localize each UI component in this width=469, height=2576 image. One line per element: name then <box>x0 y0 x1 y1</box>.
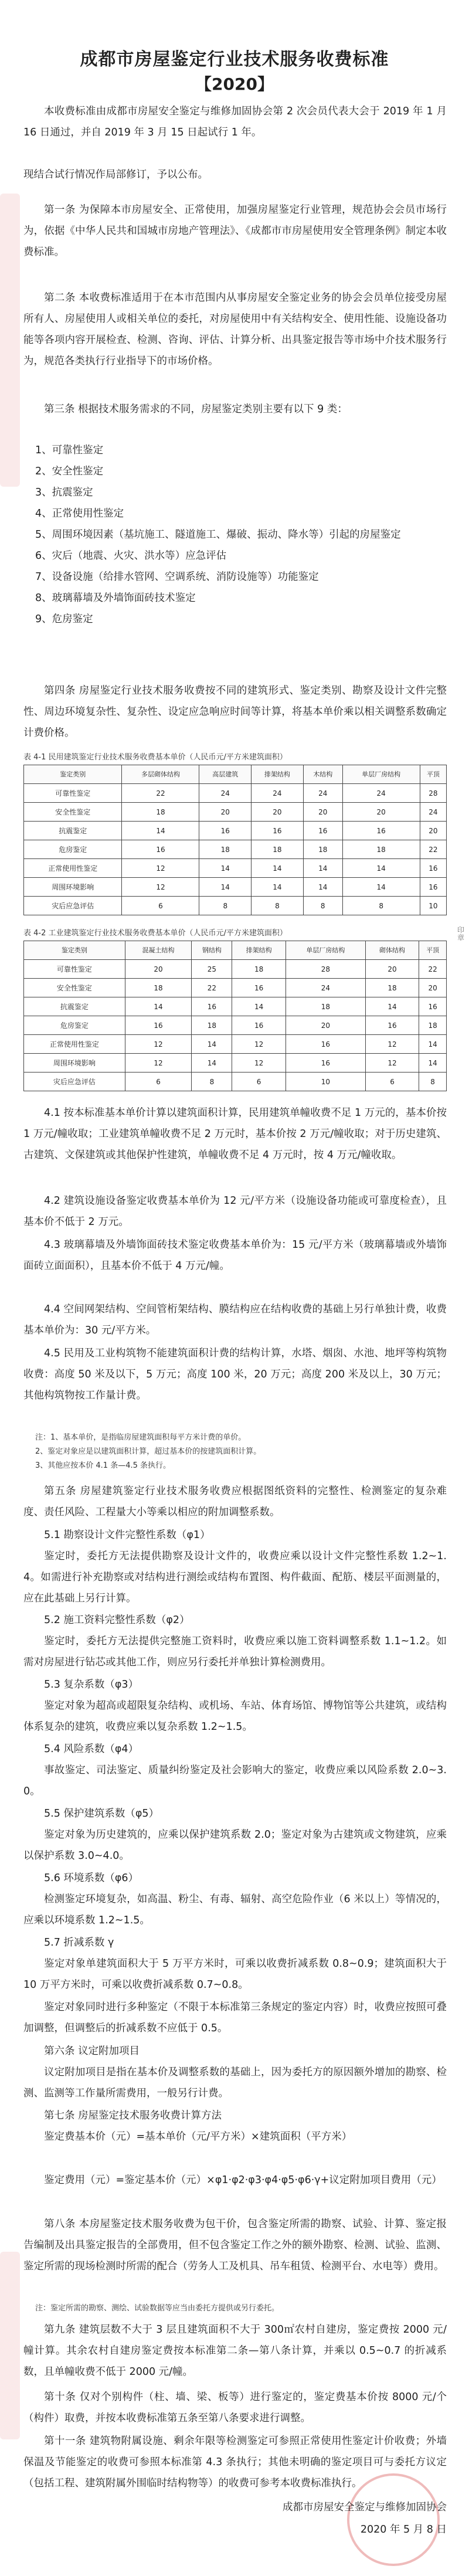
table-cell: 18 <box>419 1016 447 1035</box>
table-cell: 22 <box>419 960 447 979</box>
table-cell: 18 <box>342 840 420 859</box>
table-cell: 14 <box>122 822 199 840</box>
table-header: 平顶 <box>419 941 447 960</box>
clause-body: 鉴定对象为超高或超限复杂结构、或机场、车站、体育场馆、博物馆等公共建筑，或结构体系复杂的建筑，收费应乘以复杂系数 1.2~1.5。 <box>23 1700 447 1733</box>
table-cell: 16 <box>199 822 252 840</box>
article-7: 第七条 房屋鉴定技术服务收费计算方法 <box>44 2110 222 2122</box>
table-cell: 18 <box>192 1016 232 1035</box>
seal-stamp <box>347 2473 440 2566</box>
issuer-name: 成都市房屋安全鉴定与维修加固协会 <box>283 2502 447 2513</box>
table-row <box>24 784 447 803</box>
list-item: 3、抗震鉴定 <box>35 487 93 498</box>
table-header: 单层厂房结构 <box>342 765 420 784</box>
table-cell: 灾后应急评估 <box>24 897 122 915</box>
table-cell: 16 <box>192 997 232 1016</box>
note-line: 2、鉴定对象应是以建筑面积计算，超过基本价的按建筑面积计算。 <box>35 1447 261 1456</box>
table-cell: 周围环境影响 <box>24 878 122 897</box>
table-cell: 14 <box>232 997 286 1016</box>
list-item: 6、灾后（地震、火灾、洪水等）应急评估 <box>35 550 227 562</box>
table-cell: 16 <box>342 822 420 840</box>
table-cell: 安全性鉴定 <box>24 803 122 822</box>
formula-line: 鉴定费基本价（元）=基本单价（元/平方米）×建筑面积（平方米） <box>44 2131 352 2143</box>
article-3: 第三条 根据技术服务需求的不同，房屋鉴定类别主要有以下 9 类： <box>44 403 348 415</box>
table-2-caption: 表 4-2 工业建筑鉴定行业技术服务收费基本单价（人民币元/平方米建筑面积） <box>23 929 287 938</box>
table-header: 钢结构 <box>192 941 232 960</box>
table-cell: 8 <box>192 1073 232 1091</box>
category-list <box>35 440 446 630</box>
table-cell: 22 <box>420 840 446 859</box>
formula-line: 鉴定费用（元）=鉴定基本价（元）×φ1·φ2·φ3·φ4·φ5·φ6·γ+议定附加项目费用（元） <box>44 2174 442 2186</box>
article-4: 第四条 房屋鉴定行业技术服务收费按不同的建筑形式、鉴定类别、勘察及设计文件完整性、周边环境复杂性、复杂性、设定应急响应时间等计算，将基本单价乘以相关调整系数确定计费价格。 <box>23 685 447 739</box>
table-cell: 16 <box>365 1016 419 1035</box>
table-cell: 16 <box>286 1035 365 1054</box>
table-cell: 20 <box>303 803 342 822</box>
intro-paragraph: 本收费标准由成都市房屋安全鉴定与维修加固协会第 2 次会员代表大会于 2019 年 1 月 16 日通过，并自 2019 年 3 月 15 日起试行 1 年。 <box>23 106 447 138</box>
table-cell: 12 <box>232 1054 286 1073</box>
table-header: 鉴定类别 <box>24 941 125 960</box>
table-header: 平顶 <box>420 765 446 784</box>
table-cell: 6 <box>365 1073 419 1091</box>
table-cell: 正常使用性鉴定 <box>24 859 122 878</box>
table-cell: 8 <box>419 1073 447 1091</box>
table-cell: 25 <box>192 960 232 979</box>
table-cell: 14 <box>192 1054 232 1073</box>
table-cell: 危房鉴定 <box>24 1016 125 1035</box>
table-header: 高层建筑 <box>199 765 252 784</box>
clause-body: 鉴定对象同时进行多种鉴定（不限于本标准第三条规定的鉴定内容）时，收费应按照可叠加调整，但调整后的折减系数不应低于 0.5。 <box>23 2001 447 2034</box>
clause-4-1: 4.1 按本标准基本单价计算以建筑面积计算，民用建筑单幢收费不足 1 万元的，基本价按 1 万元/幢收取；工业建筑单幢收费不足 2 万元时，基本价按 2 万元/幢收取；对于历史建筑、古建筑、文保建筑或其他保护性建筑，单幢收费不足 4 万元时，按 4 万元/幢收取。 <box>23 1107 447 1161</box>
table-cell: 22 <box>192 979 232 997</box>
table-cell: 28 <box>420 784 446 803</box>
table-cell: 14 <box>342 859 420 878</box>
table-1-caption: 表 4-1 民用建筑鉴定行业技术服务收费基本单价（人民币元/平方米建筑面积） <box>23 753 287 762</box>
table-cell: 14 <box>342 878 420 897</box>
table-cell: 可靠性鉴定 <box>24 960 125 979</box>
table-cell: 12 <box>125 1054 192 1073</box>
table-cell: 18 <box>303 840 342 859</box>
table-cell: 16 <box>420 878 446 897</box>
issue-date: 2020 年 5 月 8 日 <box>360 2524 447 2536</box>
table-cell: 28 <box>286 960 365 979</box>
table-row <box>24 1054 447 1073</box>
table-cell: 24 <box>342 784 420 803</box>
clause-4-5: 4.5 民用及工业构筑物不能建筑面积计费的结构计算，水塔、烟囱、水池、地坪等构筑物收费：高度 50 米及以下，5 万元；高度 100 米，20 万元；高度 200 米及以上，30 万元；其他构筑物按工作量计费。 <box>23 1348 447 1401</box>
table-row <box>24 1073 447 1091</box>
table-row <box>24 897 447 915</box>
table-cell: 20 <box>286 1016 365 1035</box>
table-cell: 12 <box>232 1035 286 1054</box>
table-cell: 灾后应急评估 <box>24 1073 125 1091</box>
fee-table-civil <box>23 765 447 915</box>
table-cell: 18 <box>286 997 365 1016</box>
note-line: 3、其他应按本价 4.1 条—4.5 条执行。 <box>35 1461 171 1470</box>
doc-title: 成都市房屋鉴定行业技术服务收费标准 <box>80 49 389 70</box>
clause-4-4: 4.4 空间网架结构、空间管桁架结构、膜结构应在结构收费的基础上另行单独计费，收费基本单价为：30 元/平方米。 <box>23 1304 447 1336</box>
table-cell: 18 <box>252 840 304 859</box>
table-header: 混凝土结构 <box>125 941 192 960</box>
clause-heading: 5.7 折减系数 γ <box>44 1937 114 1949</box>
table-cell: 16 <box>252 822 304 840</box>
table-row <box>24 997 447 1016</box>
table-cell: 24 <box>252 784 304 803</box>
article-6: 第六条 议定附加项目 <box>44 2045 140 2057</box>
table-cell: 16 <box>303 822 342 840</box>
clause-body: 鉴定对象单建筑面积大于 5 万平方米时，可乘以收费折减系数 0.8~0.9；建筑面积大于 10 万平方米时，可乘以收费折减系数 0.7~0.8。 <box>23 1958 447 1991</box>
list-item: 7、设备设施（给排水管网、空调系统、消防设施等）功能鉴定 <box>35 571 319 583</box>
table-cell: 16 <box>420 859 446 878</box>
table-cell: 14 <box>252 859 304 878</box>
table-cell: 8 <box>199 897 252 915</box>
table-row <box>24 840 447 859</box>
table-cell: 20 <box>199 803 252 822</box>
table-cell: 16 <box>232 979 286 997</box>
table-cell: 10 <box>420 897 446 915</box>
table-row <box>24 1035 447 1054</box>
list-item: 9、危房鉴定 <box>35 613 93 625</box>
table-cell: 6 <box>122 897 199 915</box>
table-cell: 20 <box>342 803 420 822</box>
list-item: 2、安全性鉴定 <box>35 466 104 477</box>
table-cell: 14 <box>125 997 192 1016</box>
table-cell: 12 <box>122 859 199 878</box>
table-cell: 14 <box>199 878 252 897</box>
doc-year-tag: 【2020】 <box>195 74 274 94</box>
table-cell: 18 <box>365 979 419 997</box>
table-cell: 16 <box>286 1054 365 1073</box>
table-row <box>24 1016 447 1035</box>
side-mark: 印 章 <box>457 926 465 942</box>
table-cell: 14 <box>303 878 342 897</box>
table-cell: 抗震鉴定 <box>24 997 125 1016</box>
table-cell: 12 <box>122 878 199 897</box>
table-header: 排架结构 <box>252 765 304 784</box>
clause-heading: 5.3 复杂系数（φ3） <box>44 1679 139 1691</box>
note-line: 注：1、基本单价，是指临房屋建筑面积每平方米计费的单价。 <box>35 1433 246 1442</box>
table-header: 木结构 <box>303 765 342 784</box>
table-cell: 18 <box>199 840 252 859</box>
table-row <box>24 979 447 997</box>
table-cell: 16 <box>122 840 199 859</box>
table-cell: 24 <box>199 784 252 803</box>
table-row <box>24 822 447 840</box>
article-11: 第十一条 建筑物附属设施、剩余年限等检测鉴定可参照正常使用性鉴定计价收费；外墙保温及节能鉴定的收费可参照本标准第 4.3 条执行；其他未明确的鉴定项目可与委托方议定（包括工程、建筑附属外围临时结构物等）的收费可参考本收费标准执行。 <box>23 2435 447 2489</box>
table-cell: 危房鉴定 <box>24 840 122 859</box>
clause-heading: 5.6 环境系数（φ6） <box>44 1872 139 1884</box>
table-cell: 14 <box>419 1054 447 1073</box>
seal-stamp <box>0 194 20 487</box>
table-cell: 安全性鉴定 <box>24 979 125 997</box>
clause-body: 事故鉴定、司法鉴定、质量纠纷鉴定及社会影响大的鉴定，收费应乘以风险系数 2.0~3.0。 <box>23 1764 447 1797</box>
table-cell: 22 <box>122 784 199 803</box>
table-cell: 6 <box>125 1073 192 1091</box>
list-item: 5、周围环境因素（基坑施工、隧道施工、爆破、振动、降水等）引起的房屋鉴定 <box>35 529 401 541</box>
table-cell: 抗震鉴定 <box>24 822 122 840</box>
table-cell: 8 <box>303 897 342 915</box>
article-9: 第九条 建筑层数不大于 3 层且建筑面积不大于 300㎡农村自建房，鉴定费按 2000 元/幢计算。其余农村自建房鉴定费按本标准第二条—第八条计算，并乘以 0.5~0.7 的折减系数，且单幢收费不低于 2000 元/幢。 <box>23 2324 447 2378</box>
clause-heading: 5.2 施工资料完整性系数（φ2） <box>44 1614 190 1626</box>
table-cell: 14 <box>252 878 304 897</box>
table-cell: 10 <box>286 1073 365 1091</box>
table-cell: 20 <box>252 803 304 822</box>
table-cell: 16 <box>232 1016 286 1035</box>
fee-table-industrial <box>23 941 447 1091</box>
table-cell: 14 <box>192 1035 232 1054</box>
article-8: 第八条 本房屋鉴定技术服务收费为包干价，包含鉴定所需的勘察、试验、计算、鉴定报告编制及出具鉴定报告的全部费用，但不包含鉴定工作之外的额外勘察、检测、试验、监测、鉴定所需的现场检测时所需的配合（劳务人工及机具、吊车租赁、检测平台、水电等）费用。 <box>23 2218 447 2272</box>
table-cell: 20 <box>125 960 192 979</box>
table-cell: 18 <box>125 979 192 997</box>
table-row <box>24 878 447 897</box>
table-cell: 8 <box>342 897 420 915</box>
table-cell: 12 <box>125 1035 192 1054</box>
clause-4-3: 4.3 玻璃幕墙及外墙饰面砖技术鉴定收费基本单价为：15 元/平方米（玻璃幕墙或外墙饰面砖立面面积），且基本价不低于 4 万元/幢。 <box>23 1239 447 1272</box>
table-row <box>24 960 447 979</box>
table-header: 多层砌体结构 <box>122 765 199 784</box>
list-item: 1、可靠性鉴定 <box>35 444 104 456</box>
table-cell: 20 <box>420 822 446 840</box>
table-row <box>24 803 447 822</box>
table-cell: 可靠性鉴定 <box>24 784 122 803</box>
table-row <box>24 859 447 878</box>
table-cell: 12 <box>365 1054 419 1073</box>
table-cell: 14 <box>419 1035 447 1054</box>
clause-body: 检测鉴定环境复杂，如高温、粉尘、有毒、辐射、高空危险作业（6 米以上）等情况的，应乘以环境系数 1.2~1.5。 <box>23 1893 447 1926</box>
clause-heading: 5.4 风险系数（φ4） <box>44 1743 139 1755</box>
clause-body: 议定附加项目是指在基本价及调整系数的基础上，因为委托方的原因额外增加的勘察、检测、监测等工作量所需费用，一般另行计费。 <box>23 2066 447 2099</box>
table-cell: 18 <box>232 960 286 979</box>
article-10: 第十条 仅对个别构件（柱、墙、梁、板等）进行鉴定的，鉴定费基本价按 8000 元/个（构件）取费，并按本收费标准第五条至第八条要求进行调整。 <box>23 2391 447 2424</box>
table-cell: 16 <box>419 997 447 1016</box>
table-cell: 20 <box>419 979 447 997</box>
table-cell: 14 <box>365 997 419 1016</box>
table-header: 排架结构 <box>232 941 286 960</box>
clause-body: 鉴定时，委托方无法提供勘察及设计文件的，收费应乘以设计文件完整性系数 1.2~1.4。如需进行补充勘察或对结构进行测绘或结构布置图、构件截面、配筋、楼层平面测量的，应在此基础上另行计算。 <box>23 1550 447 1604</box>
intro-paragraph: 现结合试行情况作局部修订，予以公布。 <box>23 169 208 181</box>
article-5: 第五条 房屋建筑鉴定行业技术服务收费应根据图纸资料的完整性、检测鉴定的复杂难度、责任风险、工程量大小等乘以相应的附加调整系数。 <box>23 1485 447 1518</box>
table-cell: 6 <box>232 1073 286 1091</box>
table-cell: 24 <box>420 803 446 822</box>
table-header: 单层厂房结构 <box>286 941 365 960</box>
clause-heading: 5.5 保护建筑系数（φ5） <box>44 1808 159 1820</box>
table-cell: 14 <box>199 859 252 878</box>
article-2: 第二条 本收费标准适用于在本市范围内从事房屋安全鉴定业务的协会会员单位接受房屋所有人、房屋使用人或相关单位的委托，对房屋使用中有关结构安全、使用性能、设施设备功能等各项内容开展检查、检测、咨询、评估、计算分析、出具鉴定报告等市场中介技术服务行为，规范各类执行行业指导下的市场价格。 <box>23 292 447 367</box>
table-cell: 14 <box>303 859 342 878</box>
clause-body: 鉴定对象为历史建筑的，应乘以保护建筑系数 2.0；鉴定对象为古建筑或文物建筑，应乘以保护系数 3.0~4.0。 <box>23 1829 447 1862</box>
article-8-note: 注：鉴定所需的勘察、测绘、试验数据等应当由委托方提供或另行委托。 <box>35 2304 280 2313</box>
table-cell: 8 <box>252 897 304 915</box>
table-cell: 24 <box>303 784 342 803</box>
table-header: 鉴定类别 <box>24 765 122 784</box>
table-cell: 24 <box>286 979 365 997</box>
clause-body: 鉴定时，委托方无法提供完整施工资料时，收费应乘以施工资料调整系数 1.1~1.2。如需对房屋进行钻芯或其他工作，则应另行委托并单独计算检测费用。 <box>23 1635 447 1668</box>
article-1: 第一条 为保障本市房屋安全、正常使用，加强房屋鉴定行业管理，规范协会会员市场行为，依据《中华人民共和国城市房地产管理法》、《成都市市房屋使用安全管理条例》制定本收费标准。 <box>23 204 447 258</box>
table-cell: 12 <box>365 1035 419 1054</box>
list-item: 8、玻璃幕墙及外墙饰面砖技术鉴定 <box>35 592 196 604</box>
table-header: 砌体结构 <box>365 941 419 960</box>
table-cell: 18 <box>122 803 199 822</box>
table-cell: 周围环境影响 <box>24 1054 125 1073</box>
table-cell: 正常使用性鉴定 <box>24 1035 125 1054</box>
table-cell: 20 <box>365 960 419 979</box>
seal-stamp <box>0 2252 20 2439</box>
clause-heading: 5.1 勘察设计文件完整性系数（φ1） <box>44 1529 210 1541</box>
clause-4-2: 4.2 建筑设施设备鉴定收费基本单价为 12 元/平方米（设施设备功能或可靠度检查），且基本价不低于 2 万元。 <box>23 1195 447 1228</box>
list-item: 4、正常使用性鉴定 <box>35 508 124 520</box>
notes-block <box>35 1431 446 1473</box>
table-cell: 16 <box>125 1016 192 1035</box>
